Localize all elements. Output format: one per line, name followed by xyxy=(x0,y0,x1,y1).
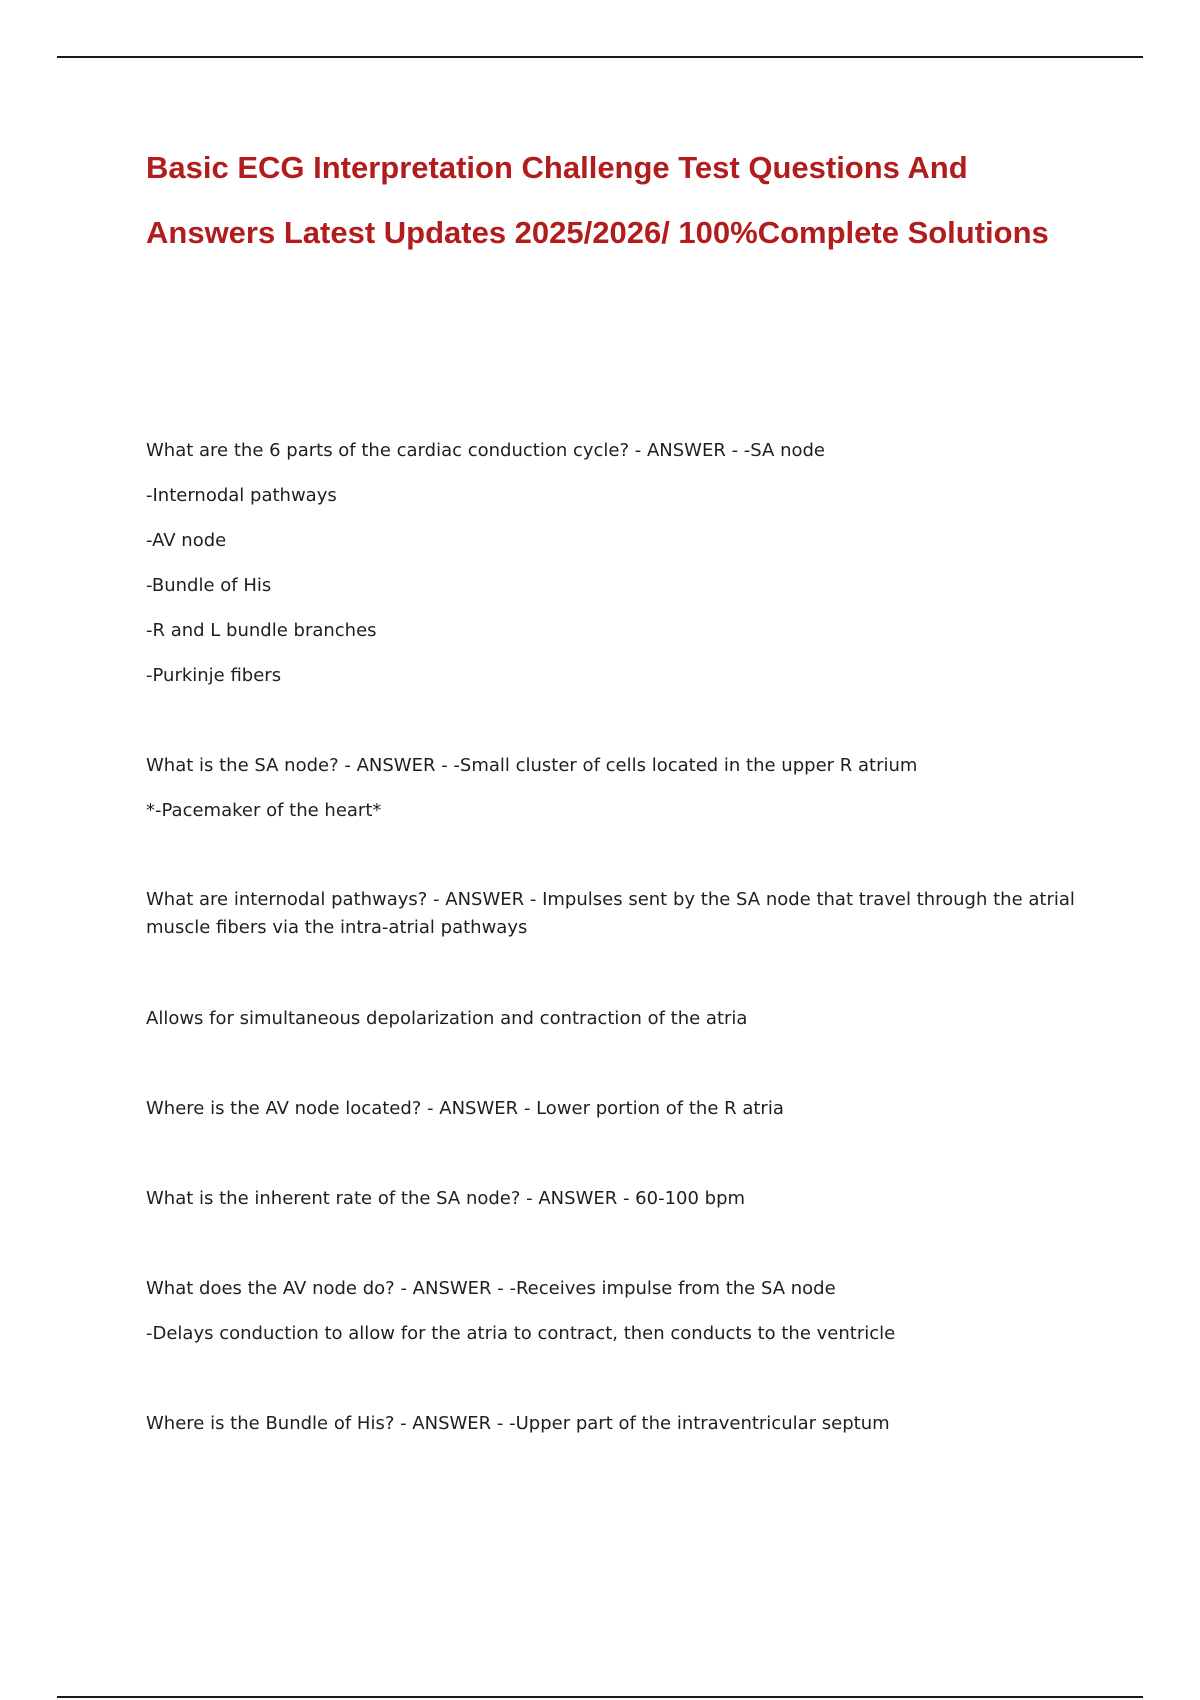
qa-line: -Purkinje fibers xyxy=(146,665,282,686)
qa-item xyxy=(146,996,1076,1041)
qa-item xyxy=(146,1401,1076,1446)
qa-line: -AV node xyxy=(146,530,227,551)
qa-line: -Delays conduction to allow for the atria to contract, then conducts to the ventricle xyxy=(146,1323,896,1344)
qa-item xyxy=(146,1266,1076,1356)
qa-line: -Bundle of His xyxy=(146,575,272,596)
qa-line: -Internodal pathways xyxy=(146,485,337,506)
qa-item xyxy=(146,743,1076,833)
qa-line: -R and L bundle branches xyxy=(146,620,377,641)
qa-line: Where is the AV node located? - ANSWER - Lower portion of the R atria xyxy=(146,1098,784,1119)
qa-line: What is the SA node? - ANSWER - -Small cluster of cells located in the upper R atrium xyxy=(146,755,918,776)
qa-line: What are internodal pathways? - ANSWER - Impulses sent by the SA node that travel through the atrial muscle fibers via the intra-atrial pathways xyxy=(146,889,1075,938)
bottom-rule xyxy=(57,1696,1143,1698)
qa-content xyxy=(146,428,1076,1491)
qa-item xyxy=(146,1176,1076,1221)
qa-line: What does the AV node do? - ANSWER - -Receives impulse from the SA node xyxy=(146,1278,836,1299)
qa-line: What are the 6 parts of the cardiac conduction cycle? - ANSWER - -SA node xyxy=(146,440,826,461)
qa-line: Allows for simultaneous depolarization and contraction of the atria xyxy=(146,1008,748,1029)
qa-line: Where is the Bundle of His? - ANSWER - -Upper part of the intraventricular septum xyxy=(146,1413,890,1434)
qa-item xyxy=(146,878,1076,951)
qa-item xyxy=(146,428,1076,698)
qa-line: *-Pacemaker of the heart* xyxy=(146,800,382,821)
document-title: Basic ECG Interpretation Challenge Test Questions And Answers Latest Updates 2025/2026/ 100%Complete Solutions xyxy=(146,150,1049,250)
qa-line: What is the inherent rate of the SA node? - ANSWER - 60-100 bpm xyxy=(146,1188,746,1209)
qa-item xyxy=(146,1086,1076,1131)
top-rule xyxy=(57,56,1143,58)
